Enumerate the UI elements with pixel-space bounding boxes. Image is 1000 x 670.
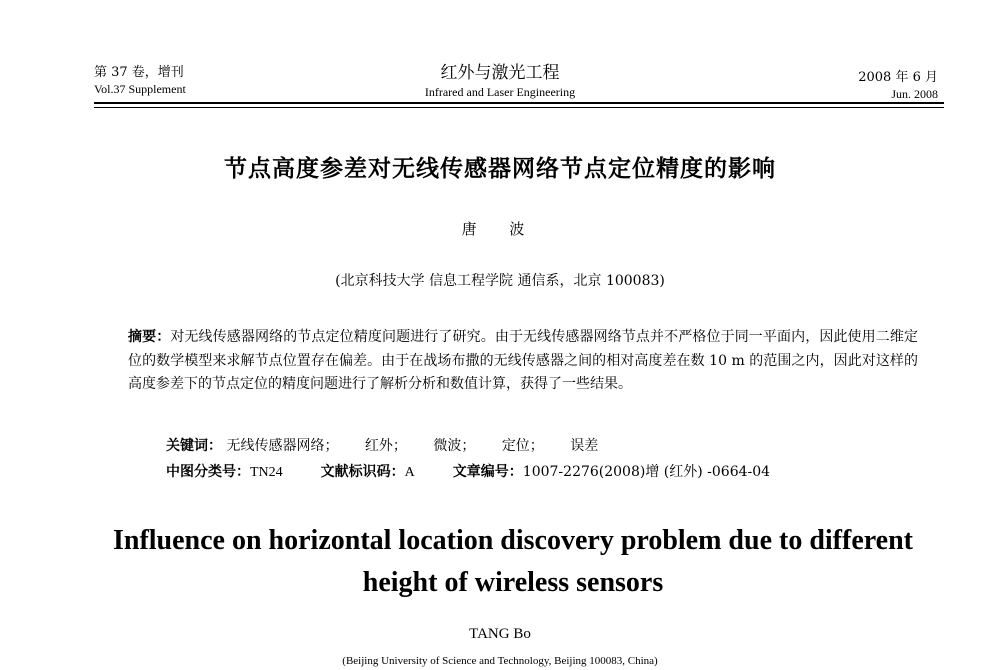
abstract-text: 对无线传感器网络的节点定位精度问题进行了研究。由于无线传感器网络节点并不严格位于同一平面内，因此使用二维定位的数学模型来求解节点位置存在偏差。由于在战场布撒的无线传感器之间的相对高度差在数 10 m 的范围之内，因此对这样的高度参差下的节点定位的精度问题进行了解析分析和数值计算，获得了一些结果。 [128, 329, 918, 392]
paper-title-en: Influence on horizontal location discovery problem due to different height of wireless sensors [112, 525, 914, 598]
keyword-item: 无线传感器网络； [226, 438, 339, 454]
volume-en: Vol.37 Supplement [94, 82, 186, 96]
doc-code-label: 文献标识码： [320, 464, 405, 480]
keyword-item: 误差 [570, 438, 599, 454]
abstract-cn [128, 326, 918, 397]
article-number-value: 1007-2276(2008)增 (红外) -0664-04 [522, 464, 771, 480]
doc-code-value: A [404, 465, 415, 480]
classification-line [166, 461, 770, 481]
abstract-label: 摘要： [128, 329, 171, 345]
volume-cn: 第 37 卷，增刊 [94, 65, 184, 80]
clc-label: 中图分类号： [166, 464, 250, 480]
journal-name-cn: 红外与激光工程 [440, 63, 560, 83]
date-cn: 2008 年 6 月 [858, 70, 938, 85]
keywords [166, 435, 620, 455]
keyword-item: 微波； [433, 438, 476, 454]
header-rule-thick [94, 102, 944, 104]
keyword-item: 定位； [501, 438, 544, 454]
author-en: TANG Bo [469, 626, 531, 642]
header-rule-thin [94, 107, 944, 108]
affiliation-cn: (北京科技大学 信息工程学院 通信系，北京 100083) [335, 273, 665, 289]
author-cn: 唐 波 [461, 220, 539, 238]
keywords-label: 关键词： [166, 438, 222, 454]
clc-value: TN24 [250, 465, 283, 480]
keyword-item: 红外； [364, 438, 407, 454]
paper-title-cn: 节点高度参差对无线传感器网络节点定位精度的影响 [224, 156, 776, 182]
date-en: Jun. 2008 [891, 87, 938, 101]
article-number-label: 文章编号： [452, 464, 523, 480]
journal-name-en: Infrared and Laser Engineering [424, 85, 576, 99]
affiliation-en: (Beijing University of Science and Technology, Beijing 100083, China) [342, 655, 658, 667]
